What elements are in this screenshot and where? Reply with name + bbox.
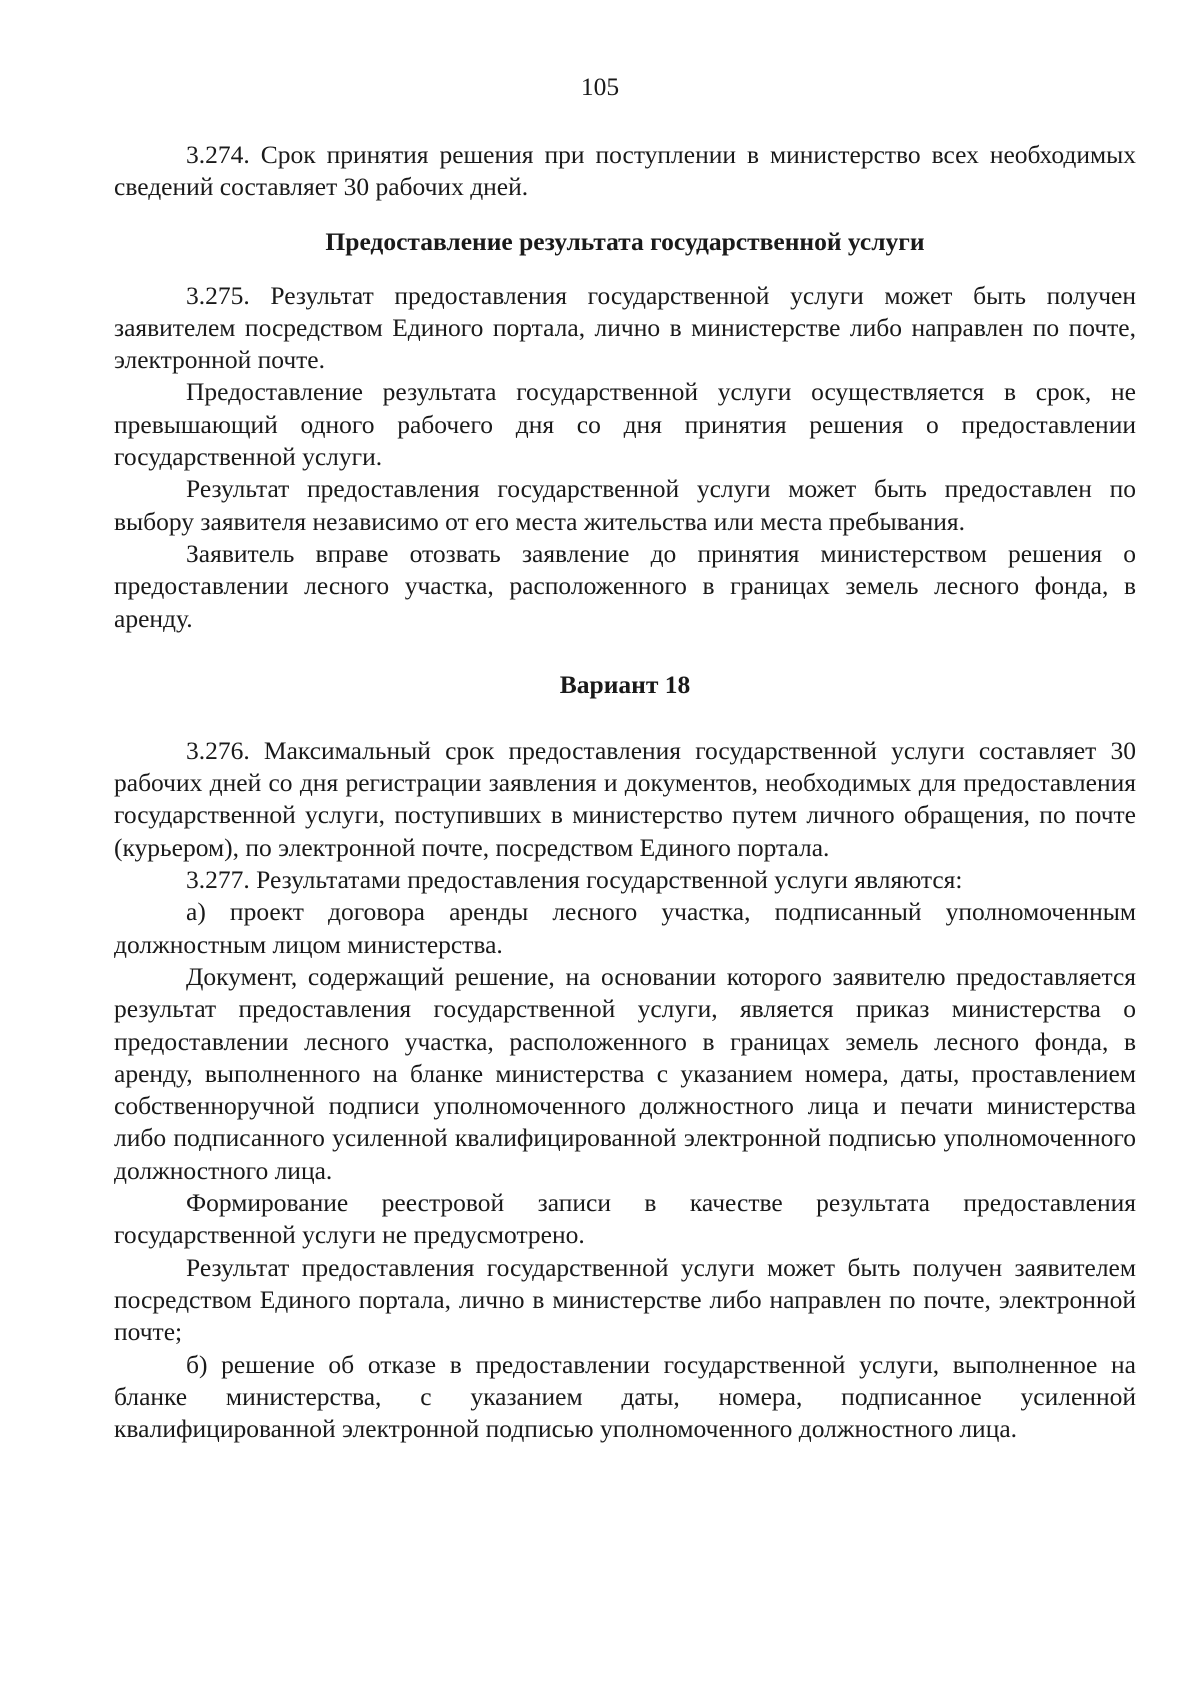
spacer: [114, 635, 1136, 669]
spacer: [114, 258, 1136, 280]
paragraph: Предоставление результата государственной услуги осуществляется в срок, не превышающий одного рабочего дня со дня принятия решения о предоставлении государственной услуги.: [114, 377, 1136, 472]
spacer: [114, 701, 1136, 735]
section-heading-result: Предоставление результата государственной услуги: [325, 226, 925, 256]
paragraph: Результат предоставления государственной услуги может быть получен заявителем посредством Единого портала, лично в министерстве либо направлен по почте, электронной почте;: [114, 1252, 1136, 1347]
paragraph: Документ, содержащий решение, на основании которого заявителю предоставляется результат предоставления государственной услуги, является приказ министерства о предоставлении лесного участка, расположенного в границах земель лесного фонда, в аренду, выполненного на бланке министерства с указанием номера, даты, проставлением собственноручной подписи уполномоченного должностного лица и печати министерства либо подписанного усиленной квалифицированной электронной подписью уполномоченного должностного лица.: [114, 961, 1136, 1185]
paragraph-3-276: 3.276. Максимальный срок предоставления государственной услуги составляет 30 рабочих дней со дня регистрации заявления и документов, необходимых для предоставления государственной услуги, поступивших в министерство путем личного обращения, по почте (курьером), по электронной почте, посредством Единого портала.: [114, 735, 1136, 862]
list-item-b: б) решение об отказе в предоставлении государственной услуги, выполненное на бланке министерства, с указанием даты, номера, подписанное усиленной квалифицированной электронной подписью уполномоченного должностного лица.: [114, 1349, 1136, 1444]
paragraph: Формирование реестровой записи в качестве результата предоставления государственной услуги не предусмотрено.: [114, 1188, 1136, 1250]
paragraph: Результат предоставления государственной услуги может быть предоставлен по выбору заявителя независимо от его места жительства или места пребывания.: [114, 474, 1136, 536]
paragraph: Заявитель вправе отозвать заявление до принятия министерством решения о предоставлении лесного участка, расположенного в границах земель лесного фонда, в аренду.: [114, 538, 1136, 633]
section-heading-variant-18: Вариант 18: [559, 669, 691, 699]
document-body: [114, 139, 1136, 1445]
paragraph-3-277: 3.277. Результатами предоставления государственной услуги являются:: [186, 865, 963, 895]
page-number: 105: [580, 72, 620, 101]
paragraph-3-275: 3.275. Результат предоставления государственной услуги может быть получен заявителем посредством Единого портала, лично в министерстве либо направлен по почте, электронной почте.: [114, 280, 1136, 375]
list-item-a: а) проект договора аренды лесного участка, подписанный уполномоченным должностным лицом министерства.: [114, 897, 1136, 959]
spacer: [114, 204, 1136, 226]
paragraph-3-274: 3.274. Срок принятия решения при поступлении в министерство всех необходимых сведений составляет 30 рабочих дней.: [114, 140, 1136, 202]
